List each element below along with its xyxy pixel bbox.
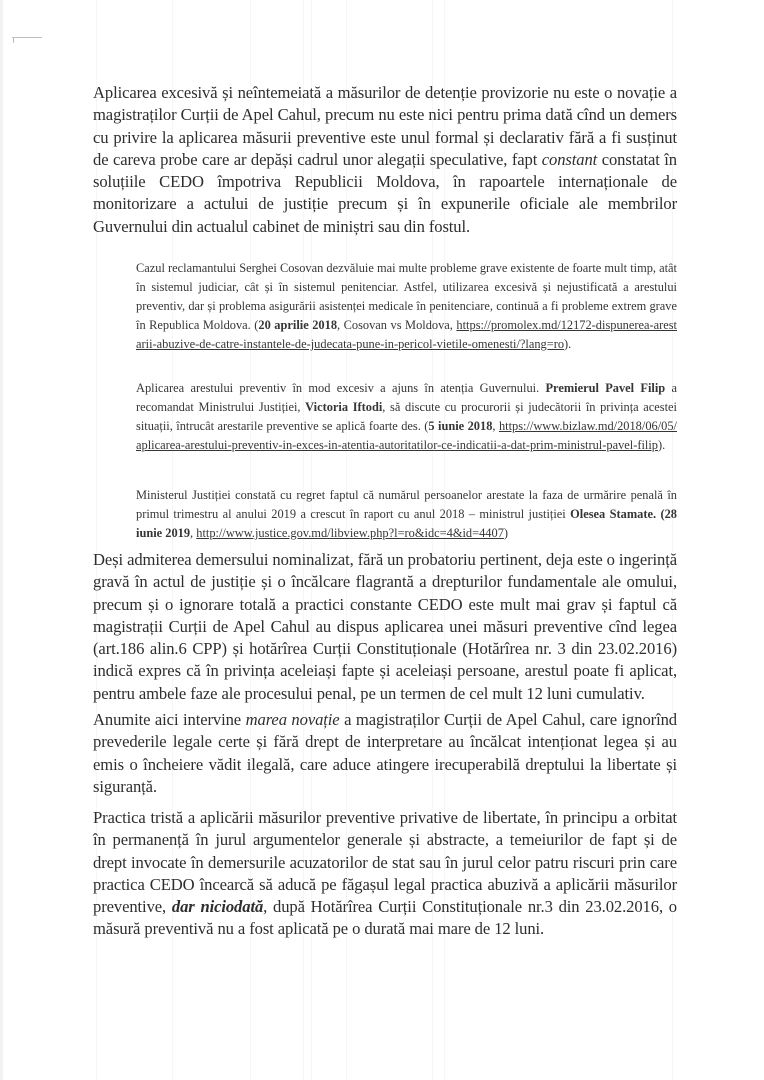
paragraph-1 (93, 82, 677, 238)
quote-2-person-1: Premierul Pavel Filip (545, 381, 666, 395)
paragraph-4-emphasis: dar niciodată (171, 897, 264, 917)
quote-3-link[interactable]: http://www.justice.gov.md/libview.php?l=ro&idc=4&id=4407 (196, 526, 504, 540)
quote-1-date: 20 aprilie 2018 (258, 318, 338, 332)
quote-2-end: ). (657, 438, 666, 452)
quote-3-text: Ministerul Justiției constată cu regret faptul că numărul persoanelor arestate la faza de urmărire penală în primul trimestru al anului 2019 a crescut în raport cu anul 2018 – ministrul justiției (136, 488, 677, 521)
quote-1-source: , Cosovan vs Moldova, (337, 318, 457, 332)
paragraph-3-text-c: a magistraților Curții de Apel Cahul, care ignorînd prevederile legale certe și fără drept de interpretare au încălcat intenționat legea și au emis o încheiere vădit ilegală, care aduce atingere irecuperabilă dreptului la libertate și siguranță. (93, 710, 677, 796)
quote-2-link[interactable]: https://www.bizlaw.md/2018/06/05/aplicarea-arestului-preventiv-in-exces-in-atentia-autoritatilor-ce-indicatii-a-dat-prim-ministrul-pavel-filip (136, 419, 677, 452)
paragraph-1-text-a: Aplicarea excesivă și neîntemeiată a măsurilor de detenție provizorie nu este o novație a magistraților Curții de Apel Cahul, precum nu este nici pentru prima dată cînd un demers cu privire la aplicarea măsurii preventive este unul formal și declarativ fără a fi susținut de careva probe care ar depăși cadrul unor alegații speculative, fapt (93, 83, 677, 169)
paragraph-1-text-c: constatat în soluțiile CEDO împotriva Republicii Moldova, în rapoartele internaționale de monitorizare a actului de justiție precum și în expunerile oficiale ale membrilor Guvernului din actualul cabinet de miniștri sau din fostul. (93, 149, 677, 236)
quote-1-link[interactable]: https://promolex.md/12172-dispunerea-arestarii-abuzive-de-catre-instantele-de-judecata-pune-in-pericol-vietile-omenesti/?lang=ro (136, 318, 677, 351)
quote-2-date: 5 iunie 2018 (428, 419, 493, 433)
scan-corner-mark (12, 37, 42, 38)
quote-2 (136, 379, 677, 455)
quote-2-sep: , (492, 419, 499, 433)
quote-3-sep: , (190, 526, 197, 540)
paragraph-4-text-a: Practica tristă a aplicării măsurilor preventive privative de libertate, în principu a orbitat în permanență în jurul argumentelor generale și abstracte, a temeiurilor de fapt și de drept invocate în demersurile acuzatorilor de stat sau în jurul celor patru riscuri prin care practica CEDO încearcă să aducă pe făgașul legal practica abuzivă a aplicării măsurilor preventive, (93, 808, 677, 917)
paragraph-1-emphasis: constant (541, 149, 598, 169)
quote-2-text-b: a recomandat Ministrului Justiției, (136, 381, 677, 414)
quote-3-person-date: Olesea Stamate. (28 iunie 2019 (136, 507, 677, 540)
paragraph-4-text-c: , după Hotărîrea Curții Constituționale nr.3 din 23.02.2016, o măsură preventivă nu a fost aplicată pe o durată mai mare de 12 luni. (93, 897, 677, 939)
quote-2-text-a: Aplicarea arestului preventiv în mod excesiv a ajuns în atenția Guvernului. (136, 381, 546, 395)
paragraph-3-text-a: Anumite aici intervine (93, 710, 246, 729)
quote-3-end: ) (503, 526, 509, 540)
scan-edge (0, 0, 3, 1080)
quote-1-text: Cazul reclamantului Serghei Cosovan dezvăluie mai multe probleme grave existente de foarte mult timp, atât în sistemul judiciar, cât și în sistemul penitenciar. Astfel, utilizarea excesivă și nejustificată a arestului preventiv, dar și problema asigurării asistenței medicale în penitenciare, continuă a fi probleme extrem grave în Republica Moldova. ( (136, 261, 677, 332)
quote-1-end: ). (564, 337, 572, 351)
paragraph-2: Deși admiterea demersului nominalizat, fără un probatoriu pertinent, deja este o ingerință gravă în actul de justiție și o încălcare flagrantă a drepturilor fundamentale ale omului, precum și o ignorare totală a practici constante CEDO este mult mai grav și faptul că magistrații Curții de Apel Cahul au dispus aplicarea unei măsuri preventive cînd legea (art.186 alin.6 CPP) și hotărîrea Curții Constituționale (Hotărîrea nr. 3 din 23.02.2016) indică expres că în privința aceleiași fapte și aceleiași persoane, arestul poate fi aplicat, pentru ambele faze ale procesului penal, pe un termen de cel mult 12 luni cumulativ. (93, 550, 678, 703)
paragraph-3 (93, 709, 677, 798)
paragraph-3-emphasis: marea novație (245, 710, 340, 729)
quote-3 (136, 486, 677, 543)
paragraph-4 (93, 807, 677, 941)
quote-1 (136, 259, 677, 354)
quote-2-text-c: , să discute cu procurorii și judecătorii în privința acestei situații, întrucât arestarile preventive se aplică foarte des. ( (136, 400, 678, 433)
quote-2-person-2: Victoria Iftodi (305, 400, 383, 414)
